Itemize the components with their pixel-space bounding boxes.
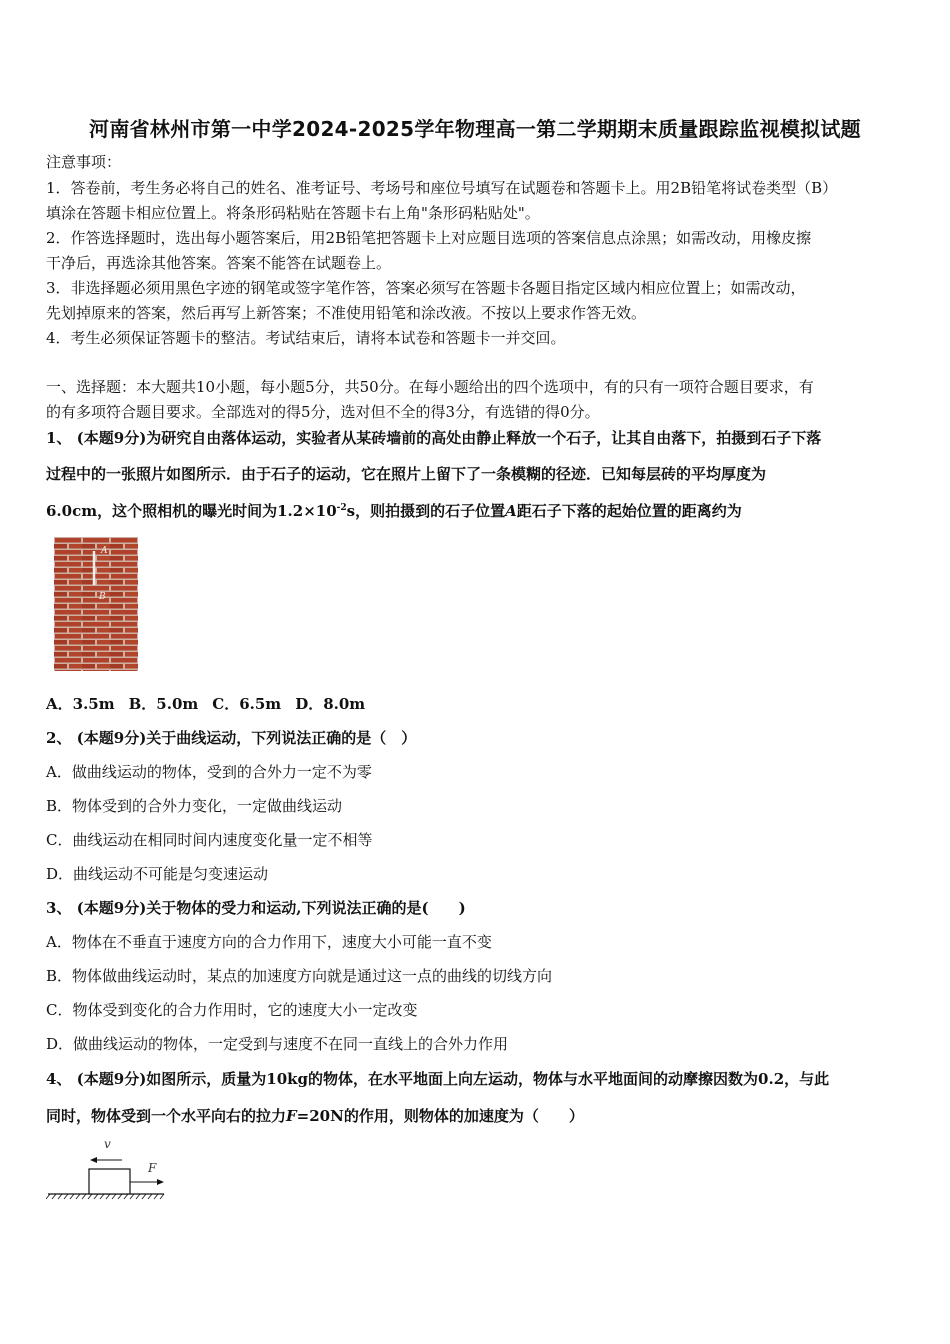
q1-stem-line: 6.0cm，这个照相机的曝光时间为$1.2\times 10^{-2}s$，则拍摄到的石子位置A距石子下落的起始位置的距离约为 — [46, 502, 742, 520]
notice-line: 1．答卷前，考生务必将自己的姓名、准考证号、考场号和座位号填写在试题卷和答题卡上。用2B铅笔将试卷类型（B） — [46, 179, 838, 197]
brick-wall-photo — [54, 537, 138, 671]
q3-option-a[interactable]: A．物体在不垂直于速度方向的合力作用下，速度大小可能一直不变 — [46, 933, 492, 951]
q2-option-c[interactable]: C．曲线运动在相同时间内速度变化量一定不相等 — [46, 831, 373, 849]
q2-option-b[interactable]: B．物体受到的合外力变化，一定做曲线运动 — [46, 797, 343, 815]
force-label: F — [148, 1161, 157, 1175]
q2-stem: 2、 (本题9分)关于曲线运动，下列说法正确的是（ ） — [46, 729, 417, 747]
notice-line: 2．作答选择题时，选出每小题答案后，用2B铅笔把答题卡上对应题目选项的答案信息点涂黑；如需改动，用橡皮擦 — [46, 229, 812, 247]
label-b: B — [99, 592, 106, 602]
page-title: 河南省林州市第一中学2024-2025学年物理高一第二学期期末质量跟踪监视模拟试题 — [89, 117, 861, 141]
notice-line: 先划掉原来的答案，然后再写上新答案；不准使用铅笔和涂改液。不按以上要求作答无效。 — [46, 304, 647, 322]
q3-option-d[interactable]: D．做曲线运动的物体，一定受到与速度不在同一直线上的合外力作用 — [46, 1035, 509, 1053]
section-instructions: 的有多项符合题目要求。全部选对的得5分，选对但不全的得3分，有选错的得0分。 — [46, 403, 600, 421]
notice-line: 填涂在答题卡相应位置上。将条形码粘贴在答题卡右上角"条形码粘贴处"。 — [46, 204, 540, 222]
q1-options — [46, 694, 916, 714]
block-force-diagram — [46, 1133, 168, 1203]
notice-line: 4．考生必须保证答题卡的整洁。考试结束后，请将本试卷和答题卡一并交回。 — [46, 329, 566, 347]
q1-option-d[interactable]: D．8.0m — [295, 695, 366, 713]
q3-stem: 3、 (本题9分)关于物体的受力和运动,下列说法正确的是( ) — [46, 899, 466, 917]
q1-option-a[interactable]: A．3.5m — [46, 695, 115, 713]
q1-stem-line: 过程中的一张照片如图所示．由于石子的运动，它在照片上留下了一条模糊的径迹．已知每层砖的平均厚度为 — [46, 465, 767, 483]
q1-option-c[interactable]: C．6.5m — [212, 695, 282, 713]
q3-option-b[interactable]: B．物体做曲线运动时，某点的加速度方向就是通过这一点的曲线的切线方向 — [46, 967, 553, 985]
q2-option-a[interactable]: A．做曲线运动的物体，受到的合外力一定不为零 — [46, 763, 372, 781]
section-instructions: 一、选择题：本大题共10小题，每小题5分，共50分。在每小题给出的四个选项中，有的只有一项符合题目要求，有 — [46, 378, 814, 396]
notice-line: 3．非选择题必须用黑色字迹的钢笔或签字笔作答，答案必须写在答题卡各题目指定区域内相应位置上；如需改动， — [46, 279, 806, 297]
q4-stem-line: 4、 (本题9分)如图所示，质量为10kg的物体，在水平地面上向左运动，物体与水平地面间的动摩擦因数为0.2，与此 — [46, 1070, 830, 1088]
velocity-arrowhead — [90, 1157, 97, 1163]
block — [89, 1169, 130, 1194]
q2-option-d[interactable]: D．曲线运动不可能是匀变速运动 — [46, 865, 269, 883]
label-a: A — [101, 546, 108, 556]
force-arrowhead — [157, 1179, 164, 1185]
notice-line: 干净后，再选涂其他答案。答案不能答在试题卷上。 — [46, 254, 392, 272]
q3-option-c[interactable]: C．物体受到变化的合力作用时，它的速度大小一定改变 — [46, 1001, 418, 1019]
ground-hatching — [46, 1194, 164, 1199]
q1-stem-line: 1、 (本题9分)为研究自由落体运动，实验者从某砖墙前的高处由静止释放一个石子，让其自由落下，拍摄到石子下落 — [46, 429, 822, 447]
velocity-label: v — [104, 1137, 111, 1151]
q4-stem-line: 同时，物体受到一个水平向右的拉力F=20N的作用，则物体的加速度为（ ） — [46, 1107, 584, 1125]
q1-option-b[interactable]: B．5.0m — [128, 695, 199, 713]
notice-heading: 注意事项： — [46, 153, 122, 171]
